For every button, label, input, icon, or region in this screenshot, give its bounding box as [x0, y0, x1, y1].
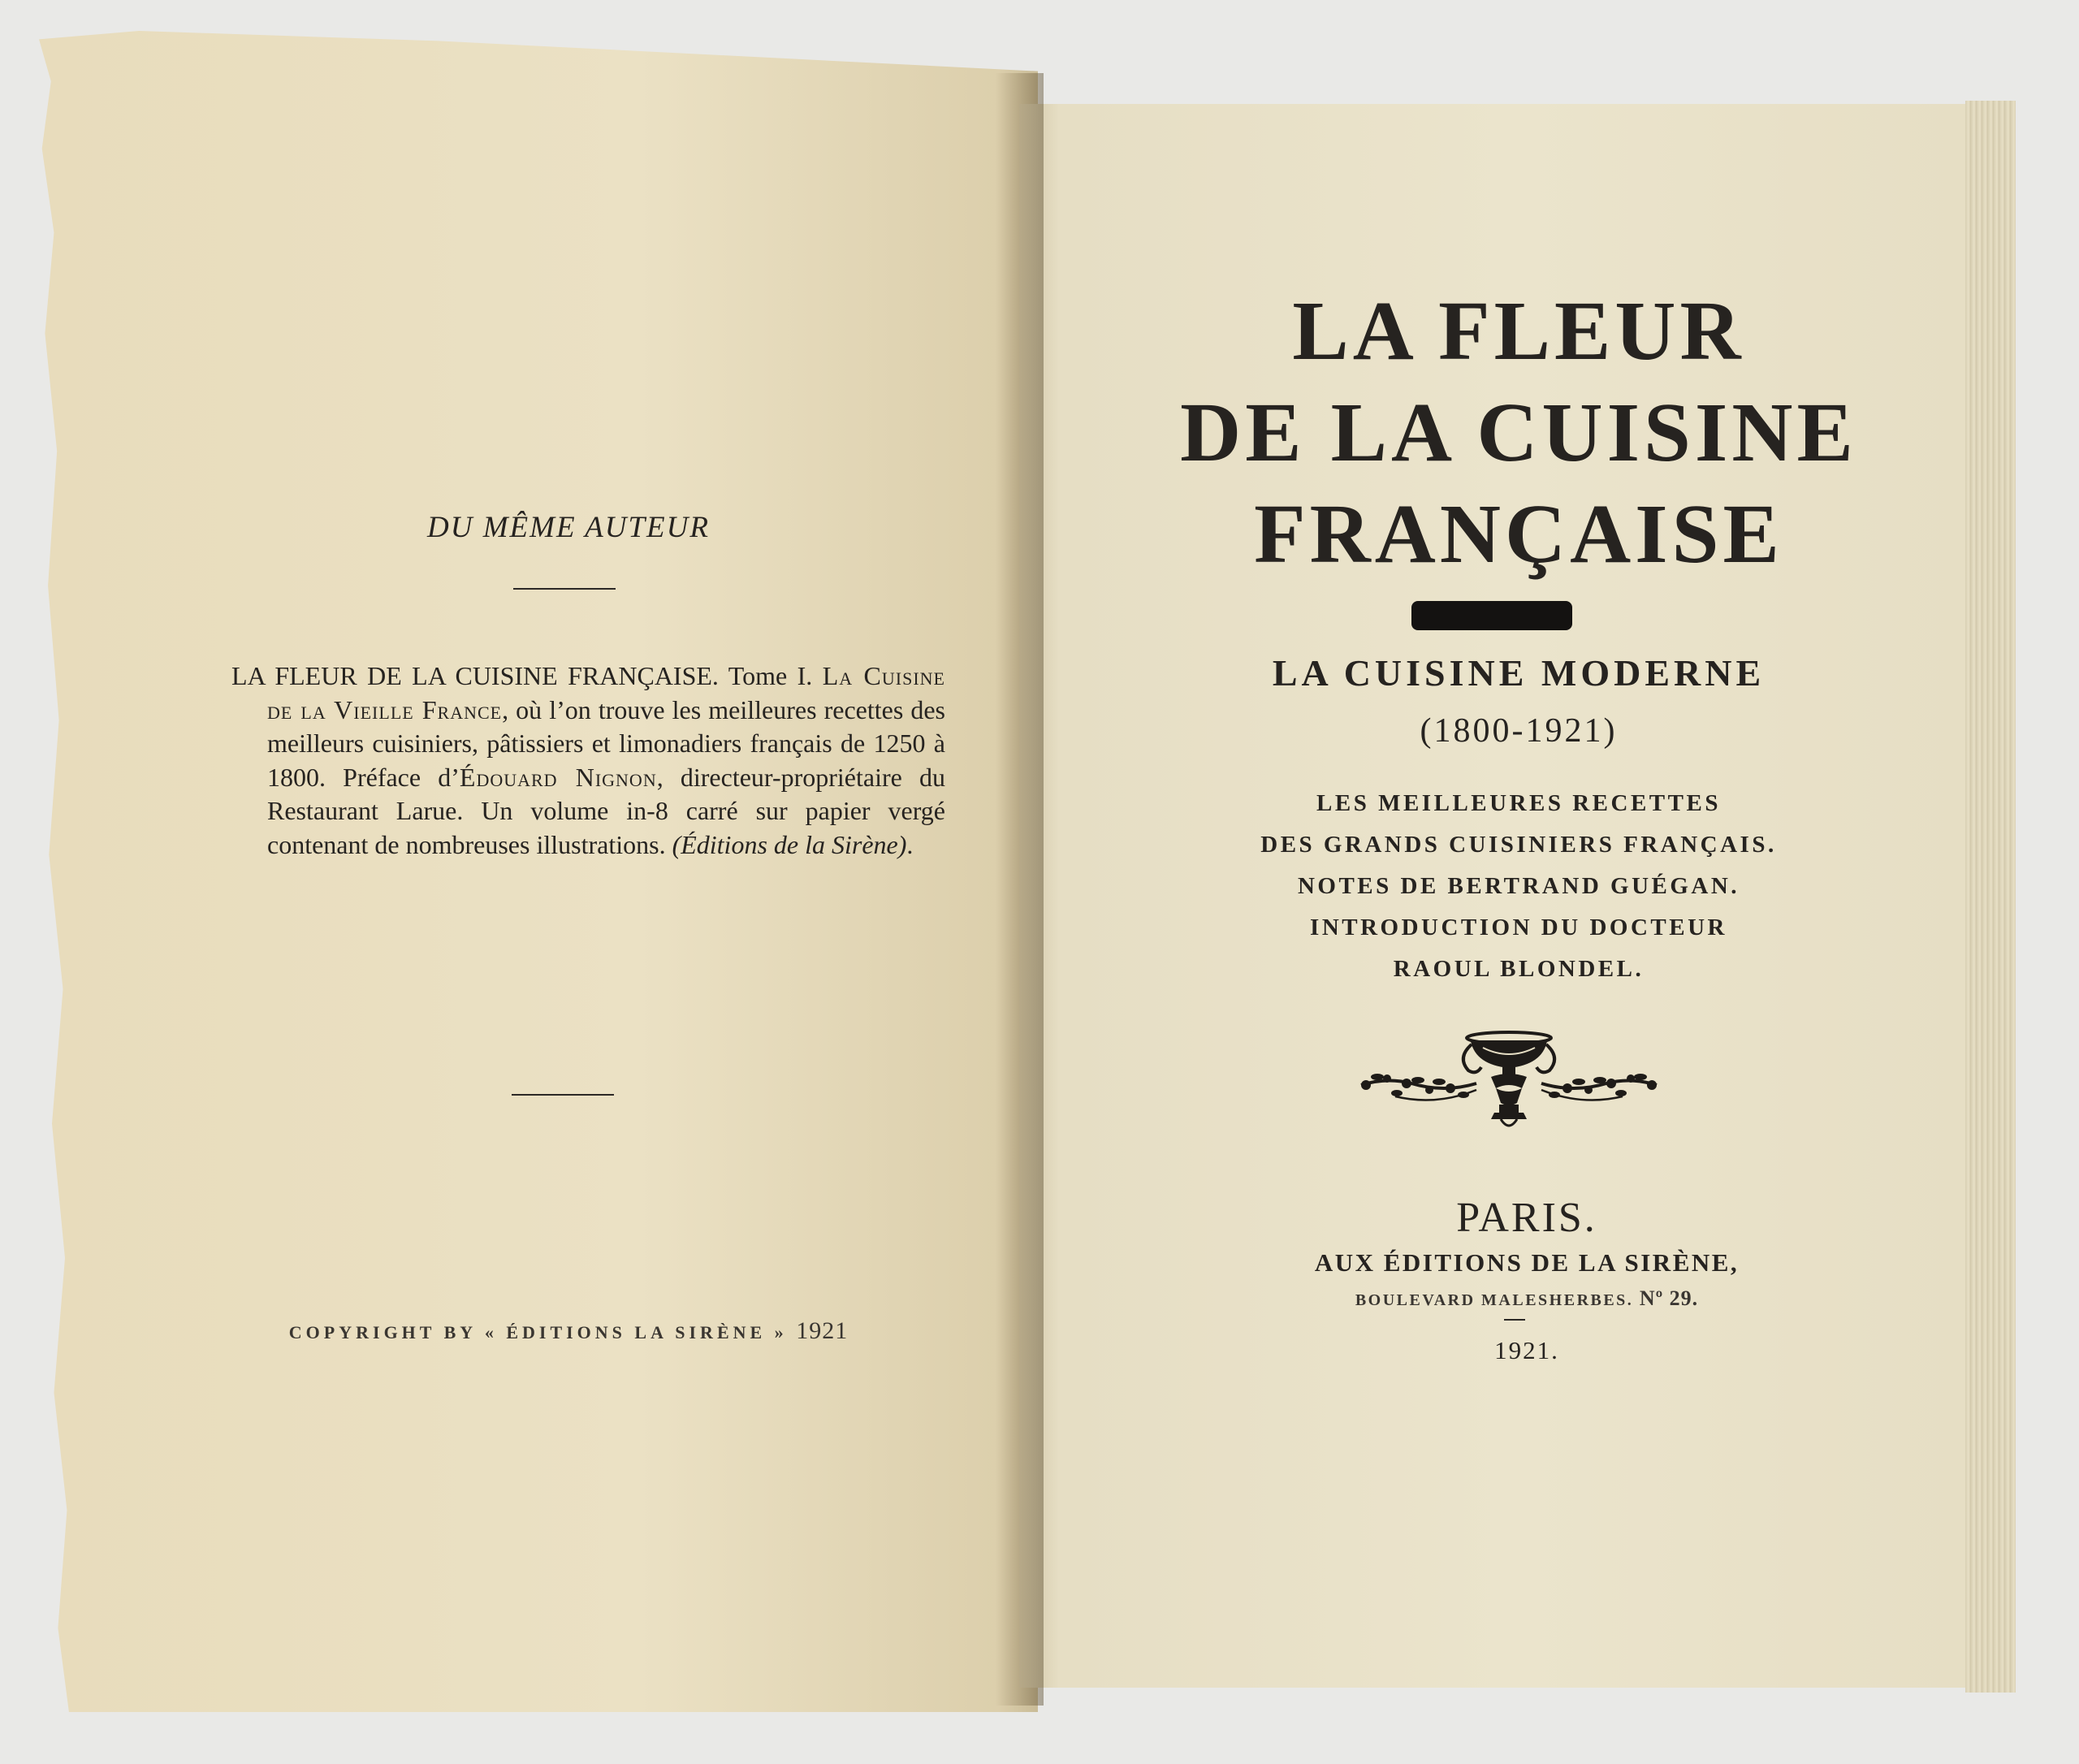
left-page-heading: DU MÊME AUTEUR [427, 511, 710, 544]
copyright-text: COPYRIGHT BY « ÉDITIONS LA SIRÈNE » [288, 1322, 788, 1342]
publisher-name: AUX ÉDITIONS DE LA SIRÈNE, [1314, 1248, 1740, 1277]
description-line: DES GRANDS CUISINIERS FRANÇAIS. [1260, 832, 1777, 858]
copyright-year: 1921 [796, 1317, 849, 1344]
address-street: BOULEVARD MALESHERBES. [1355, 1291, 1634, 1309]
address-number: Nº 29. [1639, 1286, 1699, 1310]
entry-text-title: LA FLEUR DE LA CUISINE FRANÇAISE. Tome I. [231, 661, 823, 690]
book-title [1121, 280, 1917, 585]
urn-garland-ornament-icon [1355, 1025, 1663, 1132]
title-line-1: LA FLEUR [1292, 284, 1745, 378]
publisher-address [1186, 1286, 1868, 1311]
address-divider [1504, 1319, 1525, 1321]
entry-text-details: , directeur-propriétaire du Restaurant Larue. Un volume in-8 carré sur papier vergé contenant de nombreuses illustrations. [267, 762, 946, 859]
entry-text-description: , où l’on trouve les meilleures recettes des meilleurs cuisiniers, pâtissiers et limonadiers français de 1250 à 1800. Préface d’ [267, 694, 946, 792]
left-page [39, 31, 1038, 1712]
book-years: (1800-1921) [1420, 712, 1618, 750]
title-line-2: DE LA CUISINE [1180, 386, 1857, 479]
redaction-bar [1411, 601, 1572, 630]
bibliography-entry [231, 659, 945, 862]
entry-divider [512, 1094, 614, 1096]
title-line-3: FRANÇAISE [1254, 487, 1783, 581]
description-line: NOTES DE BERTRAND GUÉGAN. [1297, 873, 1740, 899]
description-line: INTRODUCTION DU DOCTEUR [1310, 914, 1727, 940]
page-block-edge [1965, 101, 2016, 1693]
publication-year: 1921. [1494, 1336, 1559, 1364]
description-line: LES MEILLEURES RECETTES [1316, 790, 1721, 816]
publication-city: PARIS. [1456, 1195, 1597, 1241]
entry-text-book-name: La Cuisine de la Vieille France [267, 661, 945, 724]
description-line: RAOUL BLONDEL. [1393, 956, 1645, 982]
entry-text-preface-author: Édouard Nignon [459, 762, 657, 792]
copyright-line [268, 1317, 869, 1345]
book-description [1121, 783, 1917, 990]
book-subtitle: LA CUISINE MODERNE [1272, 652, 1766, 694]
entry-text-end: . [906, 829, 914, 859]
heading-divider [513, 588, 616, 590]
entry-text-publisher: (Éditions de la Sirène) [672, 829, 907, 859]
book-gutter [995, 73, 1044, 1706]
